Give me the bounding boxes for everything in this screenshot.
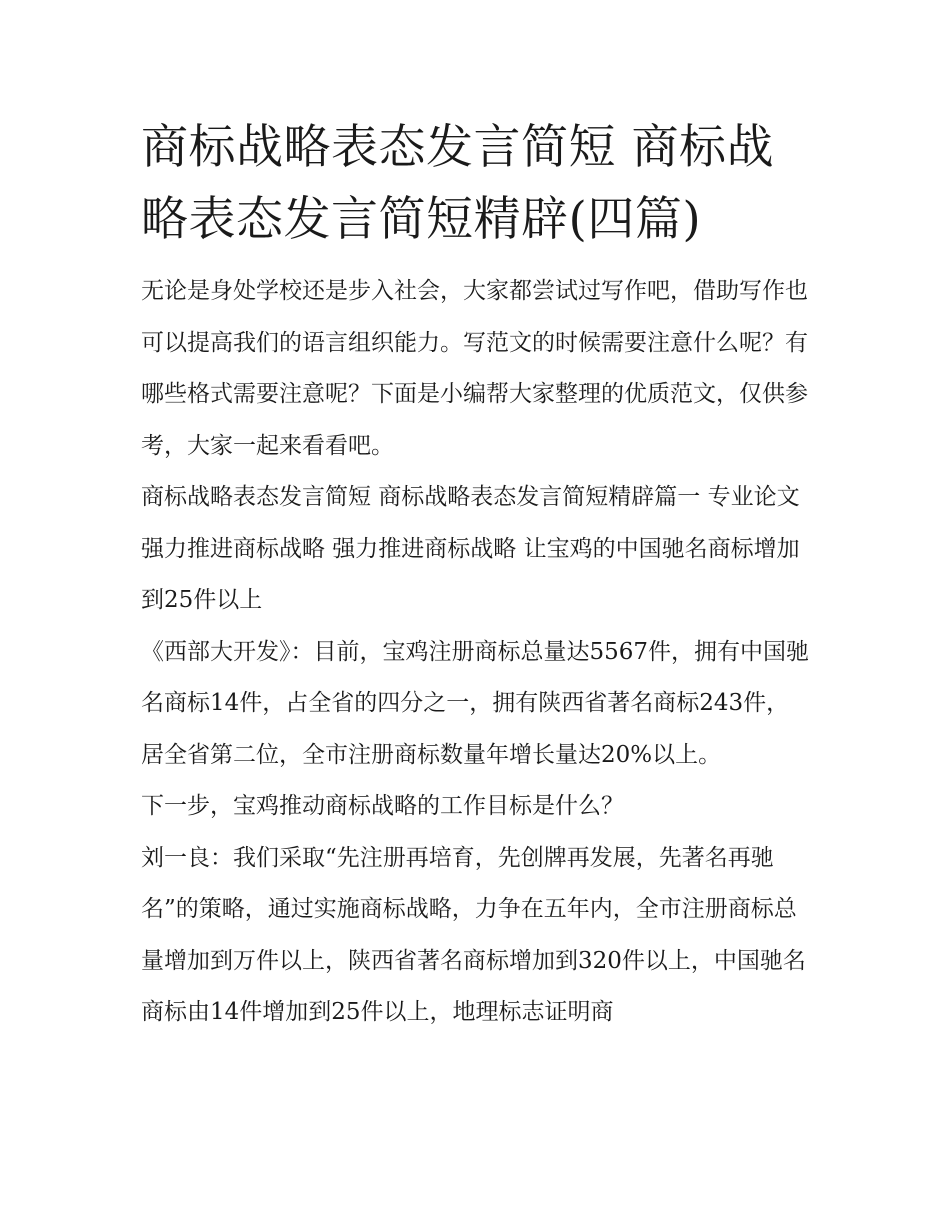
question-paragraph: 下一步，宝鸡推动商标战略的工作目标是什么？ — [141, 793, 624, 819]
document-title: 商标战略表态发言简短 商标战略表态发言简短精辟(四篇) — [141, 120, 774, 247]
body-paragraph: 《西部大开发》：目前，宝鸡注册商标总量达5567件，拥有中国驰名商标14件，占全省的四分之一，拥有陕西省著名商标243件，居全省第二位，全市注册商标数量年增长量达20%以上。 — [141, 638, 810, 768]
intro-paragraph: 无论是身处学校还是步入社会，大家都尝试过写作吧，借助写作也可以提高我们的语言组织能力。写范文的时候需要注意什么呢？有哪些格式需要注意呢？下面是小编帮大家整理的优质范文，仅供参考，大家一起来看看吧。 — [141, 278, 808, 459]
document-page — [141, 112, 811, 1039]
section-heading-paragraph: 商标战略表态发言简短 商标战略表态发言简短精辟篇一 专业论文 强力推进商标战略 强力推进商标战略 让宝鸡的中国驰名商标增加到25件以上 — [141, 484, 800, 613]
answer-paragraph: 刘一良：我们采取“先注册再培育，先创牌再发展，先著名再驰名”的策略，通过实施商标战略，力争在五年内，全市注册商标总量增加到万件以上，陕西省著名商标增加到320件以上，中国驰名商标由14件增加到25件以上，地理标志证明商 — [141, 844, 806, 1025]
